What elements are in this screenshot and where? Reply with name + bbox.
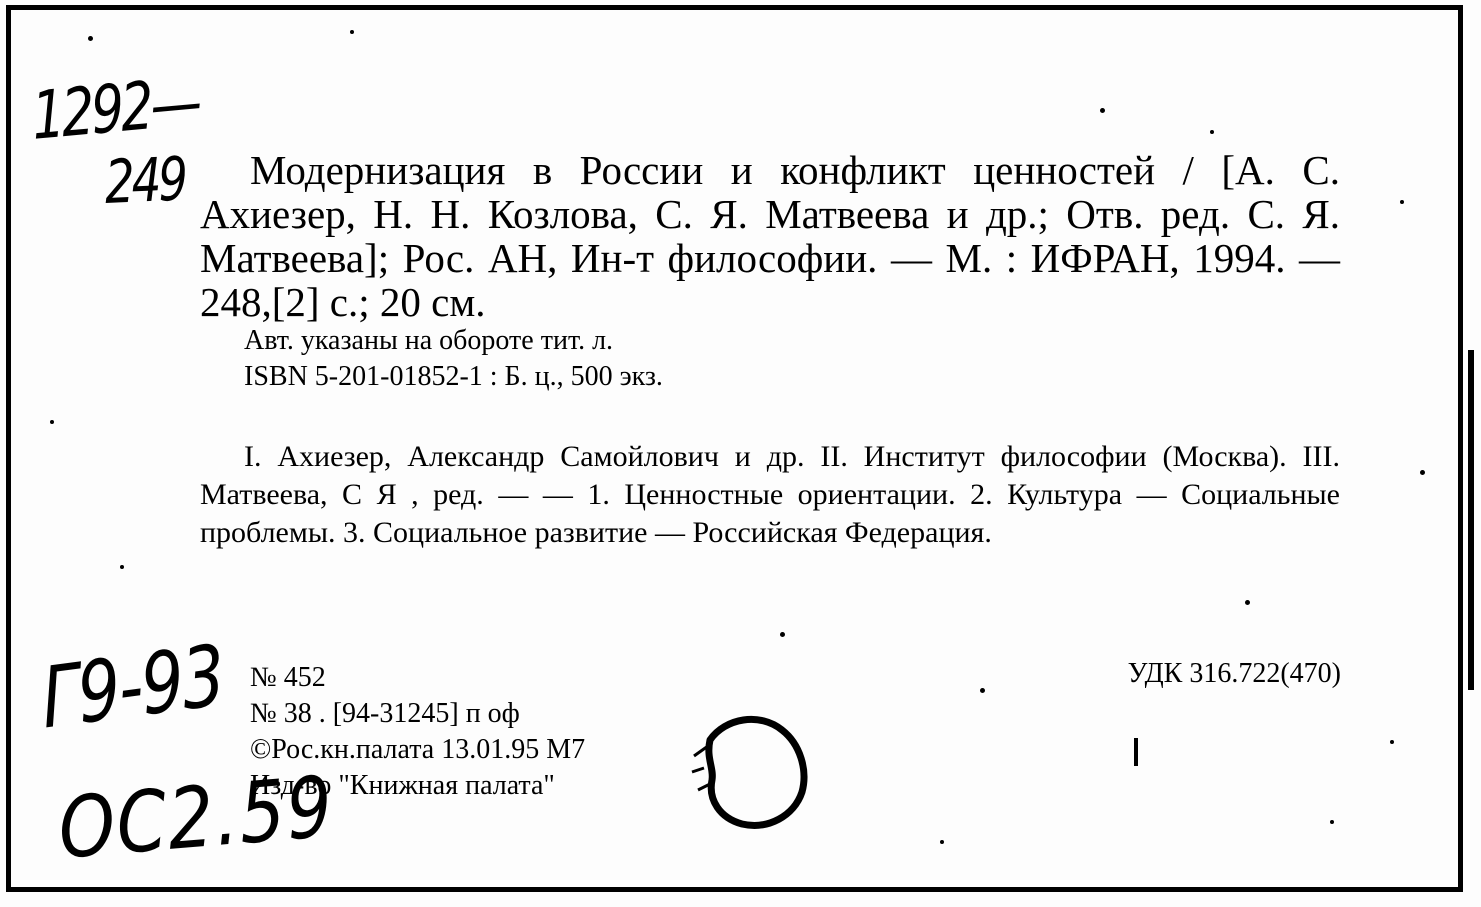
- scan-speck: [780, 632, 785, 637]
- oval-stamp-mark: [690, 700, 820, 840]
- scan-speck: [120, 565, 124, 569]
- authors-note: Авт. указаны на обороте тит. л.: [244, 325, 614, 356]
- vertical-tick-mark: [1134, 738, 1138, 766]
- card-number: № 452: [250, 662, 326, 693]
- bibliographic-entry: Модернизация в России и конфликт ценностей / [А. С. Ахиезер, Н. Н. Козлова, С. Я. Матвеева и др.; Отв. ред. С. Я. Матвеева]; Рос. АН, Ин-т философии. — М. : ИФРАН, 1994. — 248,[2] с.; 20 см.: [200, 147, 1340, 325]
- scan-speck: [1400, 200, 1404, 204]
- handwritten-number-2: ОС2.59: [56, 757, 337, 878]
- scan-speck: [1245, 600, 1250, 605]
- handwritten-call-number-line2: 249: [104, 144, 186, 218]
- edge-mark: [1468, 350, 1474, 690]
- scan-speck: [88, 36, 93, 41]
- scan-speck: [50, 420, 54, 424]
- scan-speck: [350, 30, 354, 34]
- handwritten-number-1: Г9-93: [38, 626, 228, 748]
- scan-speck: [1100, 108, 1105, 113]
- publisher-line: Изд-во "Книжная палата": [250, 770, 555, 801]
- scan-speck: [1390, 740, 1394, 744]
- scan-speck: [980, 688, 985, 693]
- handwritten-call-number-line1: 1292—: [30, 63, 201, 155]
- scan-speck: [1210, 130, 1214, 134]
- isbn-line: ISBN 5-201-01852-1 : Б. ц., 500 экз.: [244, 361, 663, 392]
- copyright-line: ©Рос.кн.палата 13.01.95 М7: [250, 734, 586, 765]
- udk-classification: УДК 316.722(470): [1127, 658, 1341, 689]
- subject-tracings: I. Ахиезер, Александр Самойлович и др. II. Институт философии (Москва). III. Матвеева, С Я , ред. — — 1. Ценностные ориентации. 2. Культура — Социальные проблемы. 3. Социальное развитие — Российская Федерация.: [200, 440, 1340, 549]
- scan-speck: [1330, 820, 1334, 824]
- record-number: № 38 . [94-31245] п оф: [250, 698, 520, 729]
- scan-speck: [940, 840, 944, 844]
- scan-speck: [1420, 470, 1425, 475]
